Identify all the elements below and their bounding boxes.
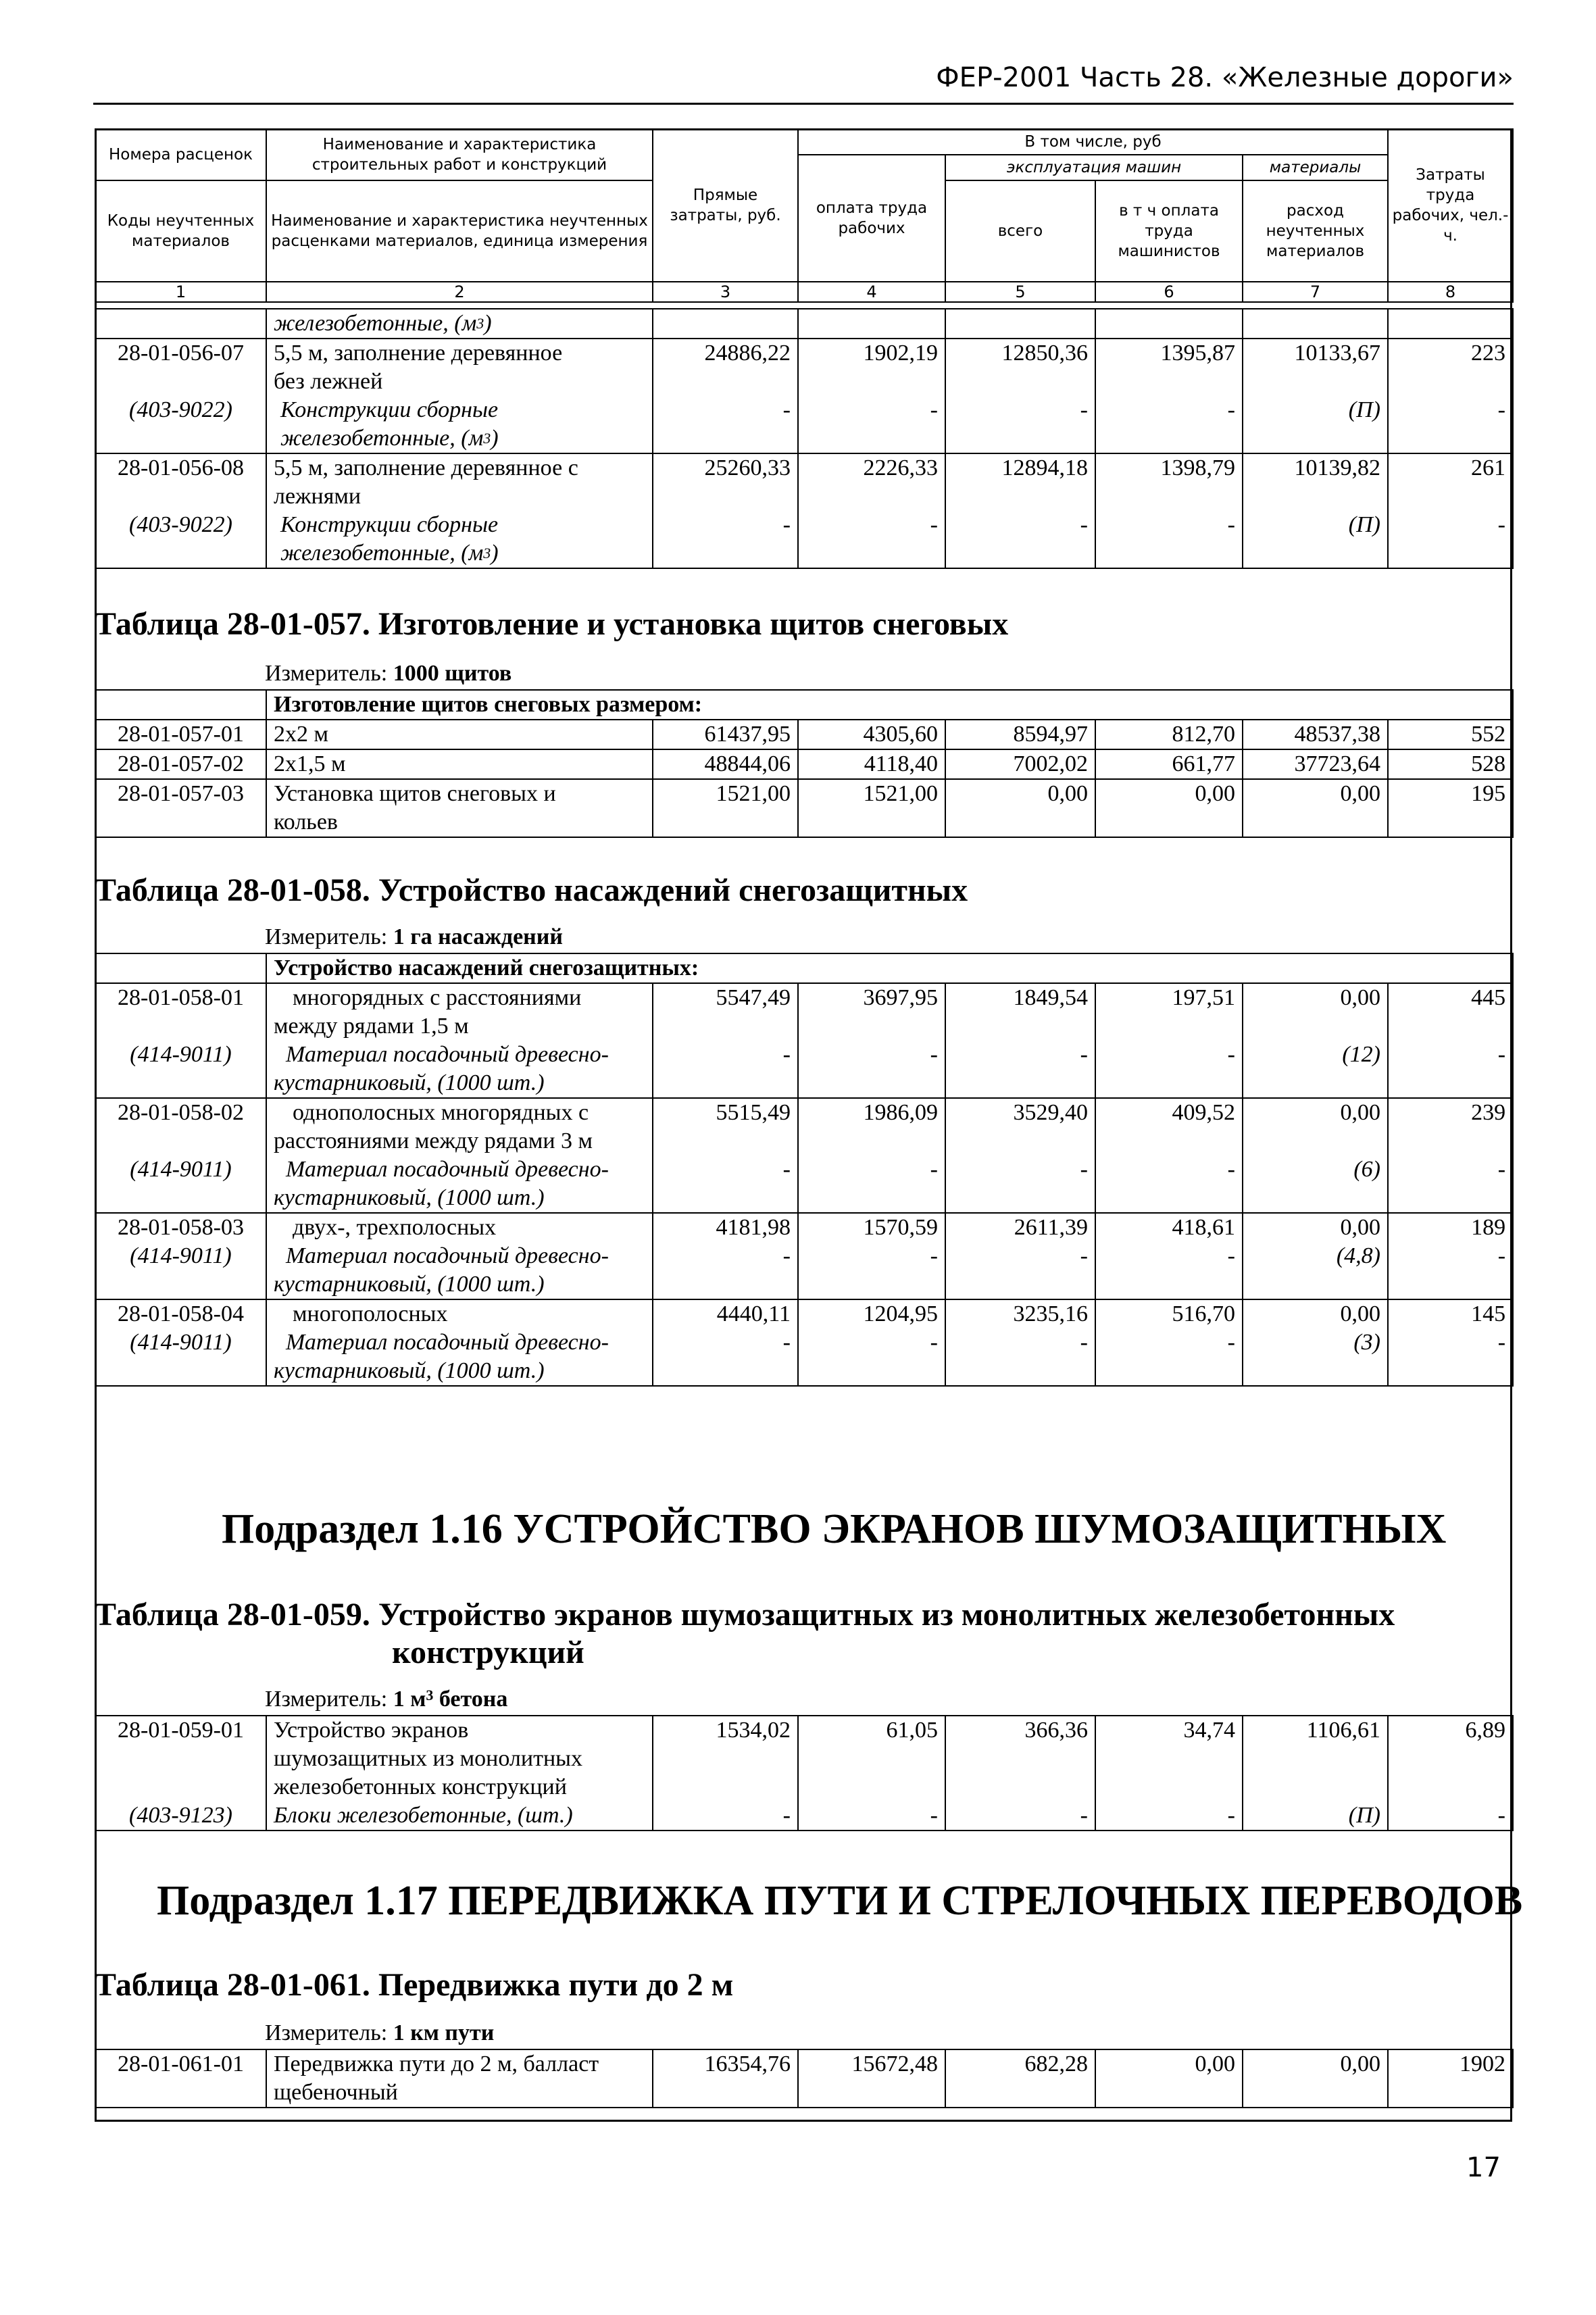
worker-wages: 4305,60	[798, 720, 945, 749]
materials-cost: 37723,64	[1243, 749, 1388, 779]
material-qty: (П)	[1243, 396, 1388, 453]
table-059	[95, 1715, 1514, 1831]
rate-code: 28-01-057-02	[95, 749, 266, 779]
material-row	[95, 1328, 1513, 1386]
rate-code: 28-01-056-07	[95, 339, 266, 396]
material-qty: (3)	[1243, 1328, 1388, 1386]
table-row	[95, 749, 1513, 779]
material-name: Материал посадочный древесно- кустарниковый, (1000 шт.)	[266, 1155, 653, 1213]
table-061-measure: Измеритель: 1 км пути	[265, 2020, 495, 2045]
dash: -	[653, 1328, 798, 1386]
machinist-wages: 0,00	[1095, 779, 1243, 837]
section-1-16-heading: Подраздел 1.16 УСТРОЙСТВО ЭКРАНОВ ШУМОЗАЩИТНЫХ	[222, 1506, 1447, 1552]
dash: -	[798, 511, 945, 568]
labor-hours: 6,89	[1388, 1716, 1513, 1801]
table-059-title: Таблица 28-01-059. Устройство экранов шумозащитных из монолитных железобетонных	[95, 1597, 1395, 1633]
direct-cost: 16354,76	[653, 2049, 798, 2108]
materials-cost: 48537,38	[1243, 720, 1388, 749]
machines-cost: 3529,40	[945, 1098, 1095, 1155]
materials-cost: 0,00	[1243, 779, 1388, 837]
header-machines-group: эксплуатация машин	[945, 155, 1243, 180]
materials-cost: 0,00	[1243, 2049, 1388, 2108]
table-057	[95, 689, 1514, 838]
worker-wages: 1902,19	[798, 339, 945, 396]
dash: -	[798, 1242, 945, 1299]
rate-code: 28-01-058-04	[95, 1299, 266, 1328]
material-qty: (П)	[1243, 1801, 1388, 1831]
table-056-continuation	[95, 308, 1514, 569]
rate-code: 28-01-058-02	[95, 1098, 266, 1155]
material-name: Конструкции сборные железобетонные, $(м^3)$	[266, 396, 653, 453]
machinist-wages: 0,00	[1095, 2049, 1243, 2108]
materials-cost: 0,00	[1243, 983, 1388, 1041]
material-name: Материал посадочный древесно- кустарниковый, (1000 шт.)	[266, 1242, 653, 1299]
dash: -	[653, 511, 798, 568]
col-number: 7	[1243, 282, 1388, 302]
materials-cost: 0,00	[1243, 1098, 1388, 1155]
table-row	[95, 1098, 1513, 1155]
machines-cost: 2611,39	[945, 1213, 1095, 1242]
direct-cost: 24886,22	[653, 339, 798, 396]
material-code: (414-9011)	[95, 1242, 266, 1299]
header-name-top: Наименование и характеристика строительных работ и конструкций	[266, 129, 653, 180]
labor-hours: 552	[1388, 720, 1513, 749]
table-row	[95, 1299, 1513, 1328]
dash: -	[945, 1328, 1095, 1386]
table-059-title-line2: конструкций	[392, 1635, 584, 1670]
machinist-wages: 1398,79	[1095, 453, 1243, 511]
work-name: Передвижка пути до 2 м, балласт щебеночный	[266, 2049, 653, 2108]
material-qty: (6)	[1243, 1155, 1388, 1213]
labor-hours: 261	[1388, 453, 1513, 511]
material-name: Конструкции сборные железобетонные, $(м^3)$	[266, 511, 653, 568]
col-number: 3	[653, 282, 798, 302]
labor-hours: 145	[1388, 1299, 1513, 1328]
materials-cost: 1106,61	[1243, 1716, 1388, 1801]
col-number: 4	[798, 282, 945, 302]
machines-cost: 3235,16	[945, 1299, 1095, 1328]
dash: -	[1388, 1041, 1513, 1098]
material-code: (414-9011)	[95, 1328, 266, 1386]
dash: -	[1388, 1328, 1513, 1386]
worker-wages: 1986,09	[798, 1098, 945, 1155]
dash: -	[945, 1801, 1095, 1831]
dash: -	[945, 1155, 1095, 1213]
section-1-17-heading: Подраздел 1.17 ПЕРЕДВИЖКА ПУТИ И СТРЕЛОЧНЫХ ПЕРЕВОДОВ	[157, 1878, 1523, 1924]
machines-cost: 8594,97	[945, 720, 1095, 749]
material-name: Блоки железобетонные, (шт.)	[266, 1801, 653, 1831]
machines-cost: 12894,18	[945, 453, 1095, 511]
direct-cost: 1534,02	[653, 1716, 798, 1801]
direct-cost: 4181,98	[653, 1213, 798, 1242]
header-name-bottom: Наименование и характеристика неучтенных расценками материалов, единица измерения	[266, 180, 653, 282]
table-row	[95, 779, 1513, 837]
header-materials-use: расход неучтенных материалов	[1243, 180, 1388, 282]
dash: -	[798, 1155, 945, 1213]
material-row	[95, 396, 1513, 453]
materials-cost: 0,00	[1243, 1213, 1388, 1242]
subhead: Устройство насаждений снегозащитных:	[266, 953, 1513, 983]
dash: -	[1388, 1242, 1513, 1299]
direct-cost: 61437,95	[653, 720, 798, 749]
dash: -	[653, 1041, 798, 1098]
dash: -	[798, 1041, 945, 1098]
labor-hours: 528	[1388, 749, 1513, 779]
material-code: (403-9022)	[95, 511, 266, 568]
machinist-wages: 812,70	[1095, 720, 1243, 749]
machinist-wages: 516,70	[1095, 1299, 1243, 1328]
machinist-wages: 197,51	[1095, 983, 1243, 1041]
machines-cost: 366,36	[945, 1716, 1095, 1801]
worker-wages: 1570,59	[798, 1213, 945, 1242]
labor-hours: 445	[1388, 983, 1513, 1041]
dash: -	[945, 1242, 1095, 1299]
col-number: 2	[266, 282, 653, 302]
dash: -	[945, 511, 1095, 568]
machines-cost: 682,28	[945, 2049, 1095, 2108]
dash: -	[1095, 1801, 1243, 1831]
running-head: ФЕР-2001 Часть 28. «Железные дороги»	[936, 62, 1514, 93]
header-machinist-wages: в т ч оплата труда машинистов	[1095, 180, 1243, 282]
machinist-wages: 1395,87	[1095, 339, 1243, 396]
table-row	[95, 983, 1513, 1041]
worker-wages: 4118,40	[798, 749, 945, 779]
dash: -	[1095, 1242, 1243, 1299]
work-name: 5,5 м, заполнение деревянное с лежнями	[266, 453, 653, 511]
labor-hours: 239	[1388, 1098, 1513, 1155]
labor-hours: 195	[1388, 779, 1513, 837]
dash: -	[945, 396, 1095, 453]
worker-wages: 1521,00	[798, 779, 945, 837]
material-qty: (4,8)	[1243, 1242, 1388, 1299]
work-name: многополосных	[266, 1299, 653, 1328]
work-name: однополосных многорядных с расстояниями между рядами 3 м	[266, 1098, 653, 1155]
machines-cost: 12850,36	[945, 339, 1095, 396]
direct-cost: 4440,11	[653, 1299, 798, 1328]
table-row	[95, 2049, 1513, 2108]
material-name: Материал посадочный древесно- кустарниковый, (1000 шт.)	[266, 1328, 653, 1386]
material-qty: (П)	[1243, 511, 1388, 568]
table-row	[95, 453, 1513, 511]
direct-cost: 25260,33	[653, 453, 798, 511]
rate-code: 28-01-056-08	[95, 453, 266, 511]
work-name: многорядных с расстояниями между рядами 1,5 м	[266, 983, 653, 1041]
dash: -	[1095, 396, 1243, 453]
header-rule	[93, 103, 1514, 105]
rate-code: 28-01-057-03	[95, 779, 266, 837]
dash: -	[1095, 1328, 1243, 1386]
subhead: Изготовление щитов снеговых размером:	[266, 690, 1513, 720]
table-059-measure: Измеритель: 1 $м^3$ бетона	[265, 1687, 508, 1712]
table-057-title: Таблица 28-01-057. Изготовление и установка щитов снеговых	[95, 606, 1009, 642]
table-058-title: Таблица 28-01-058. Устройство насаждений снегозащитных	[95, 872, 968, 908]
table-061-title: Таблица 28-01-061. Передвижка пути до 2 м	[95, 1967, 734, 2003]
material-code: (403-9022)	[95, 396, 266, 453]
machines-cost: 0,00	[945, 779, 1095, 837]
material-row	[95, 1041, 1513, 1098]
material-qty: (12)	[1243, 1041, 1388, 1098]
work-name: Установка щитов снеговых и кольев	[266, 779, 653, 837]
material-row	[95, 511, 1513, 568]
page-number: 17	[1466, 2152, 1501, 2183]
table-057-measure: Измеритель: 1000 щитов	[265, 661, 512, 686]
work-name: 2х1,5 м	[266, 749, 653, 779]
col-number: 5	[945, 282, 1095, 302]
table-row	[95, 720, 1513, 749]
direct-cost: 1521,00	[653, 779, 798, 837]
work-name: 2х2 м	[266, 720, 653, 749]
table-row	[95, 1716, 1513, 1801]
direct-cost: 48844,06	[653, 749, 798, 779]
worker-wages: 1204,95	[798, 1299, 945, 1328]
dash: -	[653, 1242, 798, 1299]
dash: -	[1095, 511, 1243, 568]
machinist-wages: 418,61	[1095, 1213, 1243, 1242]
dash: -	[653, 1801, 798, 1831]
header-codes-bottom: Коды неучтенных материалов	[95, 180, 266, 282]
column-header-table	[95, 128, 1514, 303]
work-name: 5,5 м, заполнение деревянное без лежней	[266, 339, 653, 396]
col-number: 6	[1095, 282, 1243, 302]
table-058-measure: Измеритель: 1 га насаждений	[265, 924, 563, 949]
worker-wages: 15672,48	[798, 2049, 945, 2108]
table-058	[95, 953, 1514, 1387]
work-name: Устройство экранов шумозащитных из монолитных железобетонных конструкций	[266, 1716, 653, 1801]
header-codes-top: Номера расценок	[95, 129, 266, 180]
labor-hours: 189	[1388, 1213, 1513, 1242]
machines-cost: 1849,54	[945, 983, 1095, 1041]
rate-code: 28-01-061-01	[95, 2049, 266, 2108]
header-materials-group: материалы	[1243, 155, 1388, 180]
col-number: 1	[95, 282, 266, 302]
labor-hours: 223	[1388, 339, 1513, 396]
dash: -	[1388, 396, 1513, 453]
dash: -	[798, 396, 945, 453]
material-row	[95, 1155, 1513, 1213]
material-name: Материал посадочный древесно- кустарниковый, (1000 шт.)	[266, 1041, 653, 1098]
continued-material-name: железобетонные, $(м^3)$	[266, 309, 653, 339]
dash: -	[1388, 1155, 1513, 1213]
dash: -	[653, 396, 798, 453]
material-code: (403-9123)	[95, 1801, 266, 1831]
direct-cost: 5547,49	[653, 983, 798, 1041]
materials-cost: 0,00	[1243, 1299, 1388, 1328]
worker-wages: 3697,95	[798, 983, 945, 1041]
rate-code: 28-01-057-01	[95, 720, 266, 749]
table-row	[95, 339, 1513, 396]
material-row	[95, 1801, 1513, 1831]
worker-wages: 2226,33	[798, 453, 945, 511]
materials-cost: 10133,67	[1243, 339, 1388, 396]
labor-hours: 1902	[1388, 2049, 1513, 2108]
dash: -	[798, 1328, 945, 1386]
col-number: 8	[1388, 282, 1513, 302]
direct-cost: 5515,49	[653, 1098, 798, 1155]
rate-code: 28-01-059-01	[95, 1716, 266, 1801]
dash: -	[1388, 511, 1513, 568]
machinist-wages: 661,77	[1095, 749, 1243, 779]
dash: -	[798, 1801, 945, 1831]
dash: -	[1095, 1041, 1243, 1098]
material-row	[95, 1242, 1513, 1299]
dash: -	[653, 1155, 798, 1213]
header-including: В том числе, руб	[798, 129, 1388, 155]
header-machines-total: всего	[945, 180, 1095, 282]
header-direct-costs: Прямые затраты, руб.	[653, 129, 798, 282]
table-061	[95, 2049, 1514, 2108]
dash: -	[1095, 1155, 1243, 1213]
materials-cost: 10139,82	[1243, 453, 1388, 511]
header-wages: оплата труда рабочих	[798, 155, 945, 282]
header-labor: Затраты труда рабочих, чел.-ч.	[1388, 129, 1513, 282]
machinist-wages: 34,74	[1095, 1716, 1243, 1801]
material-code: (414-9011)	[95, 1155, 266, 1213]
table-row	[95, 1213, 1513, 1242]
dash: -	[1388, 1801, 1513, 1831]
material-code: (414-9011)	[95, 1041, 266, 1098]
dash: -	[945, 1041, 1095, 1098]
machines-cost: 7002,02	[945, 749, 1095, 779]
worker-wages: 61,05	[798, 1716, 945, 1801]
rate-code: 28-01-058-01	[95, 983, 266, 1041]
machinist-wages: 409,52	[1095, 1098, 1243, 1155]
rate-code: 28-01-058-03	[95, 1213, 266, 1242]
work-name: двух-, трехполосных	[266, 1213, 653, 1242]
